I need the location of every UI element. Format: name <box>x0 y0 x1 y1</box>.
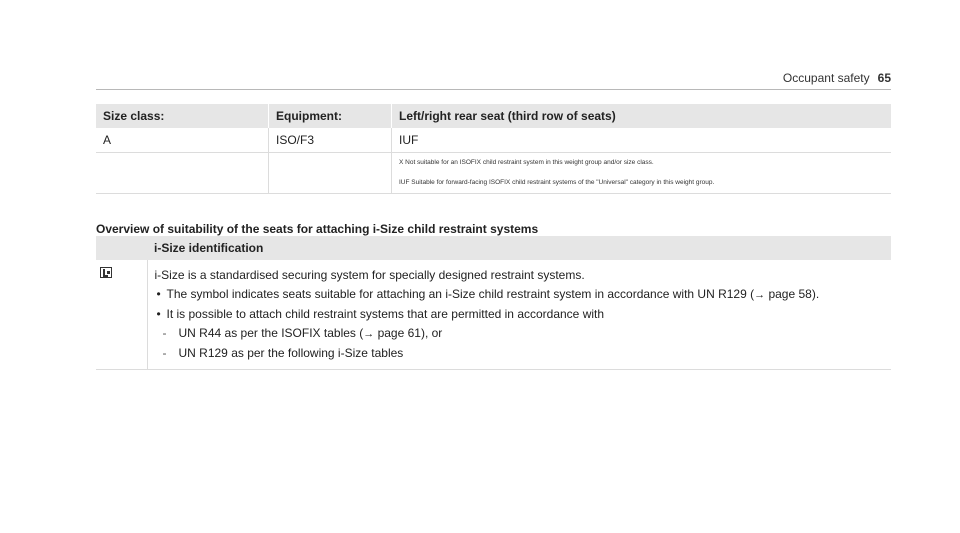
equipment-cell: ISO/F3 <box>269 128 392 153</box>
table-row <box>96 128 891 153</box>
table-header-row <box>96 236 891 260</box>
header-divider <box>96 89 891 90</box>
intro-text: i-Size is a standardised securing system for specially designed restraint systems. <box>154 268 585 282</box>
third-row-seat-header: Left/right rear seat (third row of seats) <box>392 104 892 128</box>
note-x: X Not suitable for an ISOFIX child restraint system in this weight group and/or size class. <box>399 159 654 166</box>
table-row <box>96 260 891 370</box>
isofix-suitability-table <box>96 104 891 194</box>
bullet-list <box>155 285 892 324</box>
section-name: Occupant safety <box>782 71 870 85</box>
isize-seat-icon <box>100 267 112 278</box>
table-notes <box>392 153 892 194</box>
running-header <box>783 71 891 85</box>
note-iuf: IUF Suitable for forward-facing ISOFIX child restraint systems of the "Universal" category in this weight group. <box>399 179 715 186</box>
isize-description <box>147 260 891 370</box>
size-class-header: Size class: <box>96 104 269 128</box>
list-item: • The symbol indicates seats suitable for attaching an i-Size child restraint system in accordance with UN R129 (→ page 58). <box>155 285 892 305</box>
isize-identification-table <box>96 236 891 370</box>
size-class-cell: A <box>96 128 269 153</box>
list-item: - UN R129 as per the following i-Size tables <box>155 344 892 363</box>
page-reference-link[interactable]: page 61), or <box>374 326 443 340</box>
page-reference-link[interactable]: page 58). <box>765 287 820 301</box>
list-item: • It is possible to attach child restraint systems that are permitted in accordance with <box>155 305 892 324</box>
table-notes-row <box>96 153 891 194</box>
isize-identification-header: i-Size identification <box>147 236 891 260</box>
dash-list <box>155 324 892 363</box>
reference-arrow-icon: → <box>754 289 766 301</box>
reference-arrow-icon: → <box>363 328 375 340</box>
seat-cell: IUF <box>392 128 892 153</box>
page-number: 65 <box>877 71 891 85</box>
section-heading: Overview of suitability of the seats for attaching i-Size child restraint systems <box>96 222 539 236</box>
table-header-row <box>96 104 891 128</box>
list-item: - UN R44 as per the ISOFIX tables (→ page 61), or <box>155 324 892 344</box>
equipment-header: Equipment: <box>269 104 392 128</box>
